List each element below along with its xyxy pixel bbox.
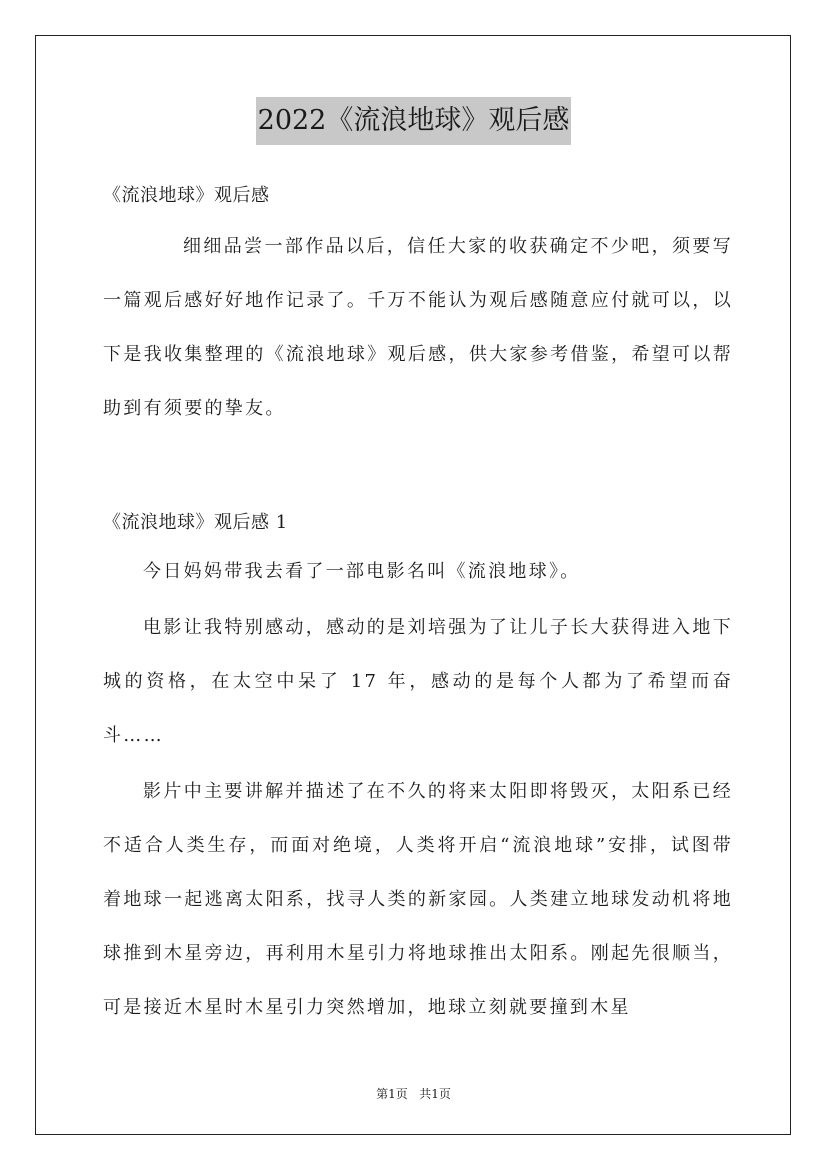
section-heading: 《流浪地球》观后感: [103, 185, 270, 206]
body-paragraph-2: 电影让我特别感动，感动的是刘培强为了让儿子长大获得进入地下城的资格，在太空中呆了 17 年，感动的是每个人都为了希望而奋斗……: [103, 617, 733, 746]
title-container: [0, 97, 827, 145]
body-paragraph-1: 今日妈妈带我去看了一部电影名叫《流浪地球》。: [143, 561, 581, 582]
document-title: 2022《流浪地球》观后感: [256, 97, 572, 145]
body-paragraph-3: 影片中主要讲解并描述了在不久的将来太阳即将毁灭，太阳系已经不适合人类生存，而面对绝境，人类将开启“流浪地球”安排，试图带着地球一起逃离太阳系，找寻人类的新家园。人类建立地球发动机将地球推到木星旁边，再利用木星引力将地球推出太阳系。刚起先很顺当，可是接近木星时木星引力突然增加，地球立刻就要撞到木星: [103, 781, 733, 1018]
subsection-heading: 《流浪地球》观后感 1: [103, 512, 288, 533]
page-footer: 第1页 共1页: [376, 1087, 451, 1101]
intro-paragraph: [103, 220, 733, 436]
intro-text: 细细品尝一部作品以后，信任大家的收获确定不少吧，须要写一篇观后感好好地作记录了。千万不能认为观后感随意应付就可以，以下是我收集整理的《流浪地球》观后感，供大家参考借鉴，希望可以帮助到有须要的挚友。: [103, 236, 733, 419]
